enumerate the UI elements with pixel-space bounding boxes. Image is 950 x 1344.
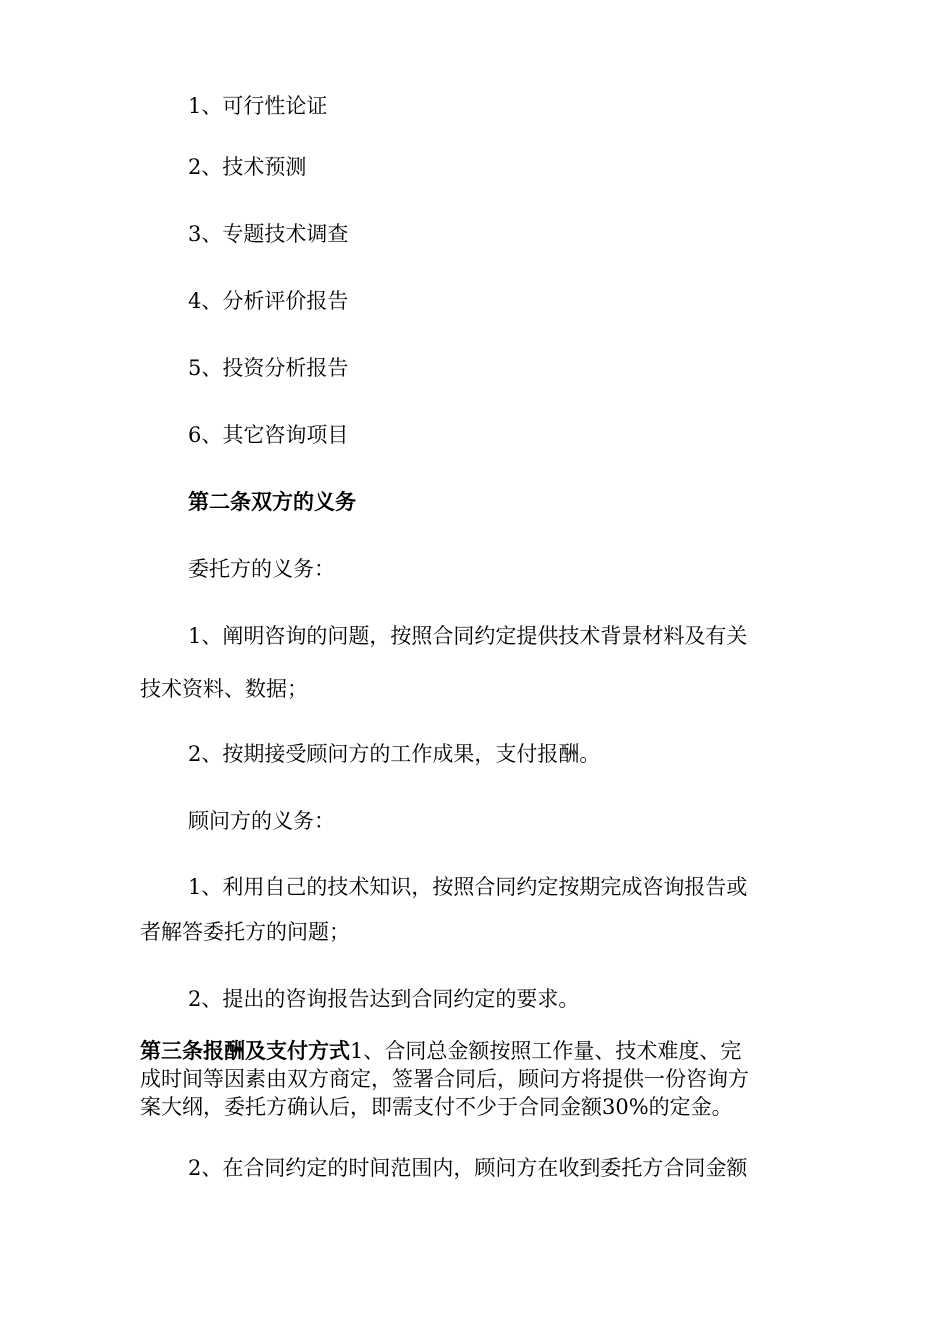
consultant-duty-1-line1: 1、利用自己的技术知识，按照合同约定按期完成咨询报告或 <box>188 875 748 899</box>
article3-item2-line1: 2、在合同约定的时间范围内，顾问方在收到委托方合同金额 <box>188 1156 748 1180</box>
client-duties-title: 委托方的义务： <box>188 557 335 581</box>
list-item-investment-report: 5、投资分析报告 <box>188 356 349 380</box>
list-item-other-projects: 6、其它咨询项目 <box>188 423 349 447</box>
consultant-duties-title: 顾问方的义务： <box>188 809 335 833</box>
list-item-evaluation-report: 4、分析评价报告 <box>188 289 349 313</box>
consultant-duty-2: 2、提出的咨询报告达到合同约定的要求。 <box>188 987 580 1011</box>
article2-heading: 第二条双方的义务 <box>188 489 356 514</box>
client-duty-2: 2、按期接受顾问方的工作成果，支付报酬。 <box>188 742 601 766</box>
client-duty-1-line2: 技术资料、数据； <box>140 677 308 701</box>
client-duty-1-line1: 1、阐明咨询的问题，按照合同约定提供技术背景材料及有关 <box>188 624 748 648</box>
article3-heading: 第三条报酬及支付方式 <box>140 1038 350 1063</box>
article3-line3: 案大纲，委托方确认后，即需支付不少于合同金额30%的定金。 <box>140 1095 733 1119</box>
list-item-tech-survey: 3、专题技术调查 <box>188 222 349 246</box>
list-item-feasibility: 1、可行性论证 <box>188 94 328 118</box>
article3-line1-text: 1、合同总金额按照工作量、技术难度、完 <box>350 1039 742 1063</box>
article3-first-line <box>140 1037 741 1065</box>
list-item-tech-forecast: 2、技术预测 <box>188 155 307 179</box>
consultant-duty-1-line2: 者解答委托方的问题； <box>140 920 350 944</box>
article3-line2: 成时间等因素由双方商定，签署合同后，顾问方将提供一份咨询方 <box>140 1067 749 1091</box>
